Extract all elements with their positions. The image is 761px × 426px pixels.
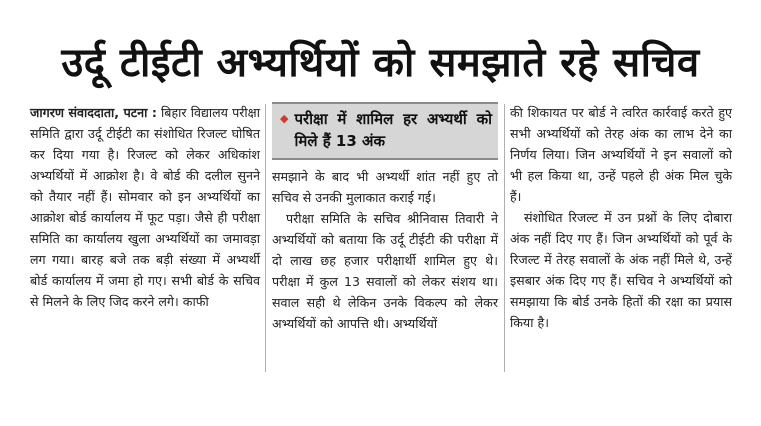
paragraph: संशोधित रिजल्ट में उन प्रश्नों के लिए दोबारा अंक नहीं दिए गए हैं। जिन अभ्यर्थियों को पूर्व के रिजल्ट में तेरह सवालों के अंक नहीं मिले थे, उन्हें इसबार अंक दिए गए हैं। सचिव ने अभ्यर्थियों को समझाया कि बोर्ड उनके हितों की रक्षा का प्रयास किया है। [510, 210, 732, 330]
headline: उर्दू टीईटी अभ्यर्थियों को समझाते रहे सचिव [61, 40, 700, 86]
paragraph: समझाने के बाद भी अभ्यर्थी शांत नहीं हुए तो सचिव से उनकी मुलाकात कराई गई। [272, 169, 498, 205]
lead-paragraph [30, 102, 260, 312]
paragraph: परीक्षा समिति के सचिव श्रीनिवास तिवारी ने अभ्यर्थियों को बताया कि उर्दू टीईटी की परीक्षा में दो लाख छह हजार परीक्षार्थी शामिल हुए थे। परीक्षा में कुल 13 सवालों को लेकर संशय था। सवाल सही थे लेकिन उनके विकल्प को लेकर अभ्यर्थियों को आपत्ति थी। अभ्यर्थियों [272, 211, 498, 331]
article-column-2 [272, 102, 498, 334]
article-column-3 [510, 102, 732, 333]
column-divider [504, 104, 505, 372]
pull-quote [272, 102, 498, 160]
lead-text: बिहार विद्यालय परीक्षा समिति द्वारा उर्दू टीईटी का संशोधित रिजल्ट घोषित कर दिया गया है। रिजल्ट को लेकर अधिकांश अभ्यर्थियों में आक्रोश है। वे बोर्ड की दलील सुनने को तैयार नहीं हैं। सोमवार को इन अभ्यर्थियों का आक्रोश बोर्ड कार्यालय में फूट पड़ा। जैसे ही परीक्षा समिति का कार्यालय खुला अभ्यर्थियों का जमावड़ा लग गया। बारह बजे तक बड़ी संख्या में अभ्यर्थी बोर्ड कार्यालय में जमा हो गए। सभी बोर्ड के सचिव से मिलने के लिए जिद करने लगे। काफी [30, 105, 260, 309]
column-divider [265, 104, 266, 372]
diamond-bullet-icon: ◆ [280, 112, 289, 125]
byline: जागरण संवाददाता, पटना : [30, 105, 157, 120]
article-column-1 [30, 102, 260, 312]
pull-quote-text: परीक्षा में शामिल हर अभ्यर्थी को मिले हैं 13 अंक [294, 110, 492, 150]
paragraph: की शिकायत पर बोर्ड ने त्वरित कार्रवाई करते हुए सभी अभ्यर्थियों को तेरह अंक का लाभ देने का निर्णय लिया। जिन अभ्यर्थियों ने इन सवालों को भी हल किया था, उन्हें पहले ही अंक मिल चुके हैं। [510, 105, 732, 204]
